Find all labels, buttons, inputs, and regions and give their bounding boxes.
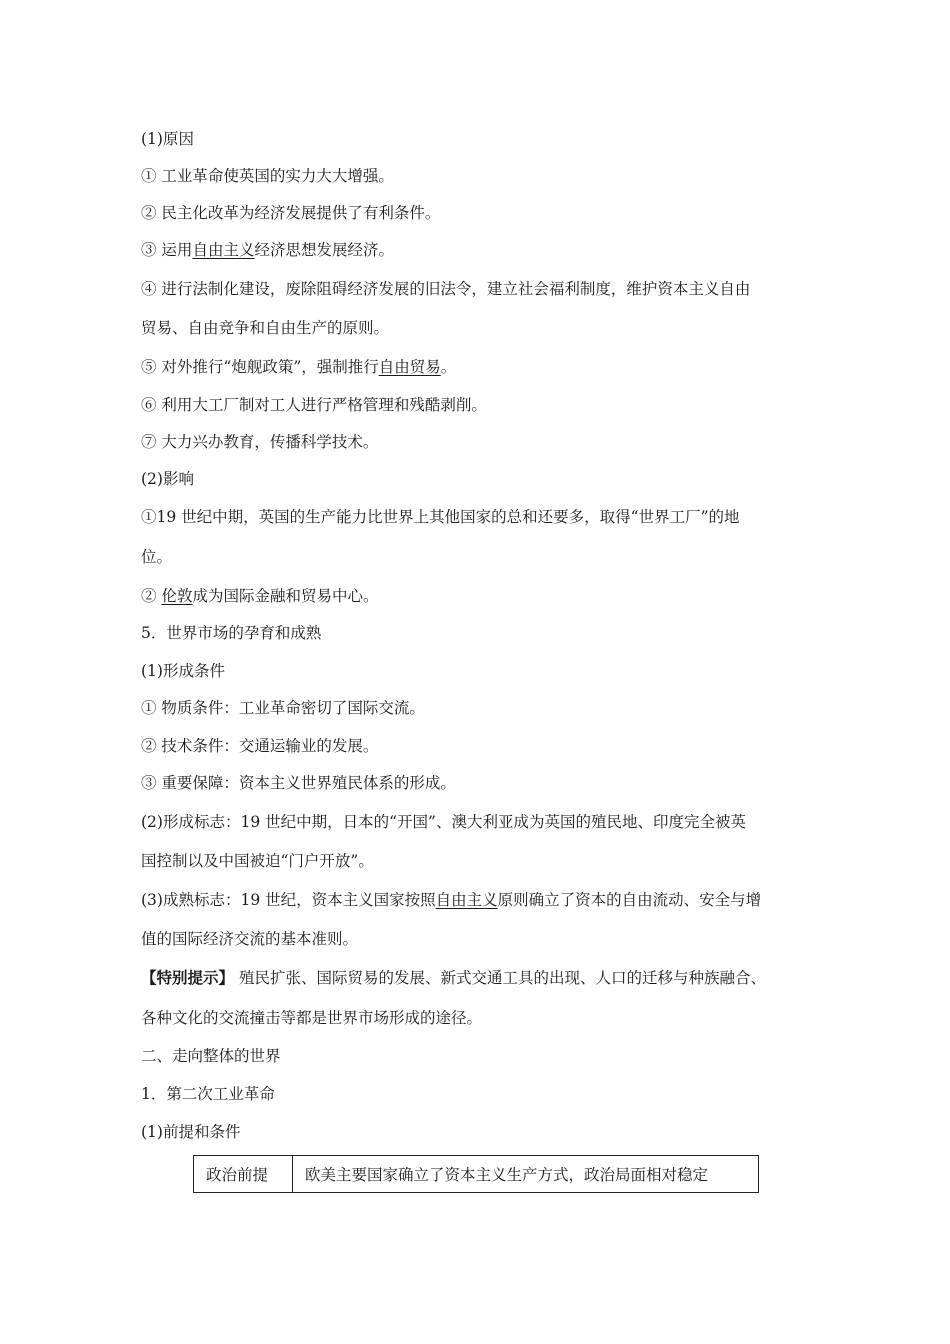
heading-impact: (2)影响 [141, 470, 194, 488]
impact-1-cont: 位。 [141, 548, 173, 566]
reason-4-cont: 贸易、自由竞争和自由生产的原则。 [141, 319, 390, 337]
table-value-cell: 欧美主要国家确立了资本主义生产方式，政治局面相对稳定 [293, 1156, 759, 1193]
reason-5 [141, 357, 821, 377]
maturity-suffix: 原则确立了资本的自由流动、安全与增 [497, 891, 762, 909]
keyword-free-trade: 自由贸易 [378, 358, 441, 376]
reason-3 [141, 240, 821, 260]
special-tip-label: 【特别提示】 [141, 968, 235, 987]
impact-2 [141, 586, 821, 606]
formation-mark-cont: 国控制以及中国被迫“门户开放”。 [141, 852, 374, 870]
formation-mark: (2)形成标志：19 世纪中期，日本的“开国”、澳大利亚成为英国的殖民地、印度完全被英 [141, 813, 746, 831]
reason-4: ④ 进行法制化建设，废除阻碍经济发展的旧法令，建立社会福利制度，维护资本主义自由 [141, 280, 751, 298]
impact-2-suffix: 成为国际金融和贸易中心。 [192, 587, 379, 605]
reason-3-suffix: 经济思想发展经济。 [254, 241, 394, 259]
heading-prerequisites: (1)前提和条件 [141, 1123, 241, 1141]
condition-2: ② 技术条件：交通运输业的发展。 [141, 737, 379, 755]
maturity-prefix: (3)成熟标志：19 世纪，资本主义国家按照 [141, 891, 436, 909]
reason-7: ⑦ 大力兴办教育，传播科学技术。 [141, 433, 379, 451]
keyword-london: 伦敦 [161, 587, 193, 605]
subsection-1-title: 1．第二次工业革命 [141, 1085, 275, 1103]
section-2-title: 二、走向整体的世界 [141, 1047, 281, 1065]
table-key-cell: 政治前提 [194, 1156, 293, 1193]
reason-3-prefix: ③ 运用 [141, 241, 193, 259]
impact-2-prefix: ② [141, 587, 162, 605]
special-tip [141, 968, 821, 988]
reason-2: ② 民主化改革为经济发展提供了有利条件。 [141, 204, 441, 222]
condition-1: ① 物质条件：工业革命密切了国际交流。 [141, 699, 425, 717]
heading-reasons: (1)原因 [141, 130, 194, 148]
prerequisites-table [193, 1155, 759, 1193]
keyword-liberalism: 自由主义 [192, 241, 255, 259]
reason-5-suffix: 。 [440, 358, 457, 376]
section-5-title: 5．世界市场的孕育和成熟 [141, 624, 322, 642]
maturity-mark [141, 890, 821, 910]
reason-5-prefix: ⑤ 对外推行“炮舰政策”，强制推行 [141, 358, 379, 376]
reason-6: ⑥ 利用大工厂制对工人进行严格管理和残酷剥削。 [141, 396, 487, 414]
special-tip-cont: 各种文化的交流撞击等都是世界市场形成的途径。 [141, 1009, 483, 1027]
heading-conditions: (1)形成条件 [141, 662, 225, 680]
special-tip-text: 殖民扩张、国际贸易的发展、新式交通工具的出现、人口的迁移与种族融合、 [234, 969, 766, 987]
condition-3: ③ 重要保障：资本主义世界殖民体系的形成。 [141, 774, 456, 792]
keyword-liberalism-2: 自由主义 [435, 891, 498, 909]
table-row [194, 1156, 759, 1193]
impact-1: ①19 世纪中期，英国的生产能力比世界上其他国家的总和还要多，取得“世界工厂”的地 [141, 508, 740, 526]
reason-1: ① 工业革命使英国的实力大大增强。 [141, 167, 394, 185]
maturity-mark-cont: 值的国际经济交流的基本准则。 [141, 930, 359, 948]
